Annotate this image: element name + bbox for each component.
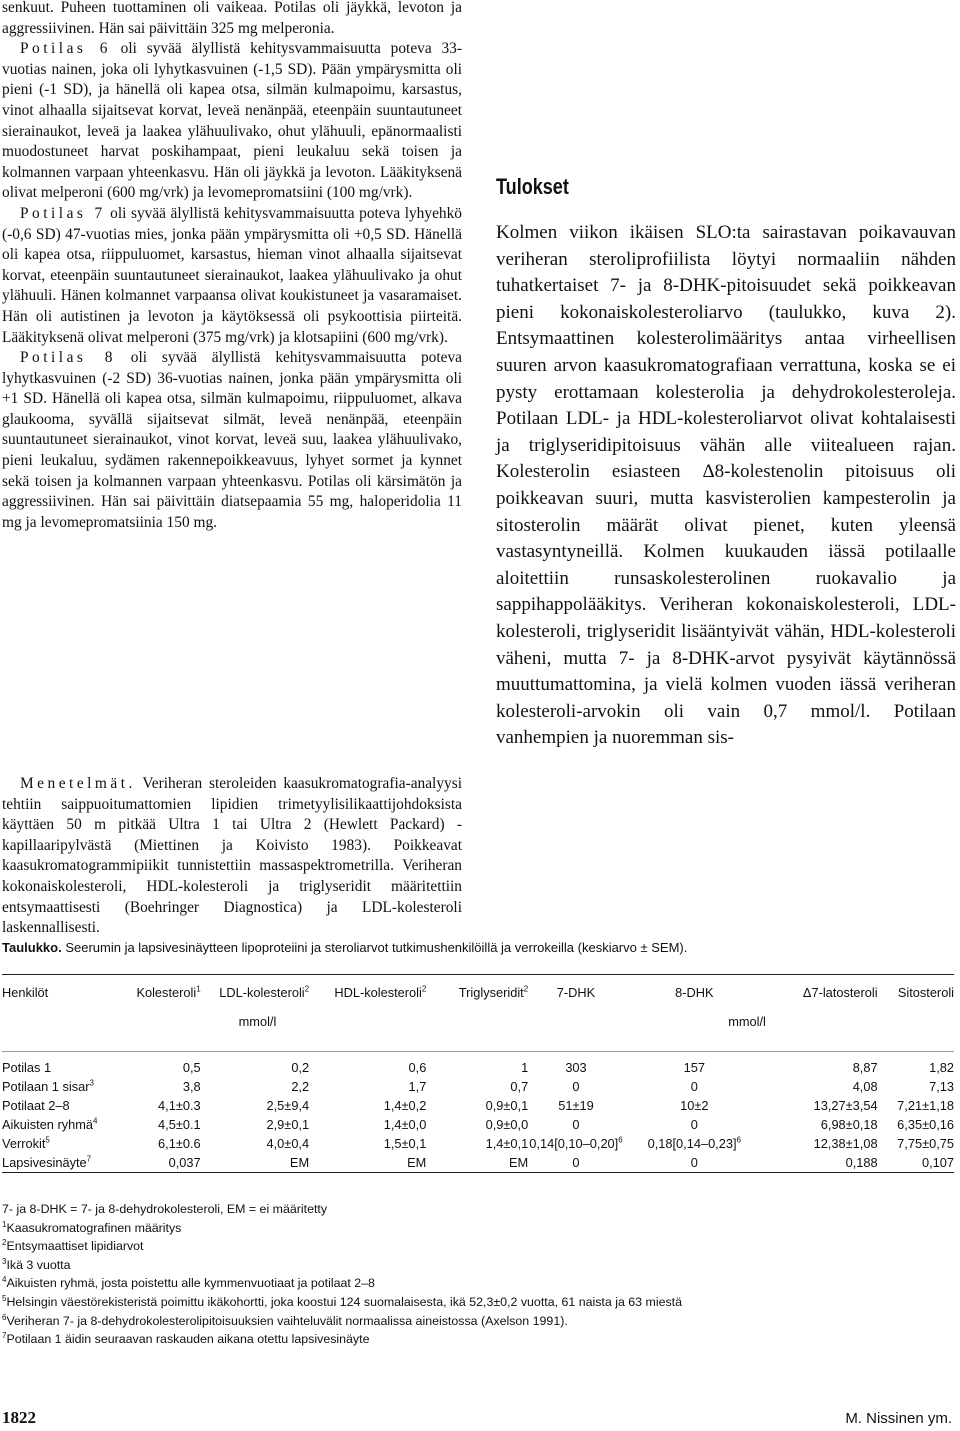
table-cell	[624, 1096, 765, 1115]
row-footnote-ref: 3	[89, 1078, 94, 1088]
row-footnote-ref: 5	[45, 1135, 50, 1145]
column-header-label: Henkilöt	[2, 985, 49, 1000]
table-cell	[426, 1134, 528, 1153]
left-column	[2, 0, 462, 533]
table-cell	[765, 1115, 878, 1134]
cell-value: 0	[690, 1117, 698, 1132]
table-cell	[309, 1134, 426, 1153]
table-cell	[426, 1115, 528, 1134]
table-cell	[624, 1052, 765, 1078]
sterol-table	[2, 974, 954, 1173]
table-cell	[765, 1134, 878, 1153]
cell-value: 1	[521, 1060, 529, 1075]
paragraph-intro: senkuut. Puheen tuottaminen oli vaikeaa. Potilas oli jäykkä, levoton ja aggressiivinen. Hän sai päivittäin 325 mg melperonia.	[2, 0, 462, 37]
table-cell	[201, 1077, 309, 1096]
table-cell	[528, 1153, 624, 1173]
footnote	[2, 1200, 952, 1219]
column-header	[201, 975, 309, 1007]
cell-value: 0	[572, 1117, 580, 1132]
footnote-number: 7	[2, 1331, 7, 1341]
cell-value: 6,98±0,18	[820, 1117, 878, 1132]
cell-value: 1,5±0,1	[383, 1136, 427, 1151]
table-cell	[878, 1077, 954, 1096]
footnote-text: Veriheran 7- ja 8-dehydrokolesterolipitoisuuksien vaihteluvälit normaalissa aineistossa (Axelson 1991).	[6, 1313, 568, 1328]
paragraph-patient-8	[2, 348, 462, 533]
table-cell	[309, 1115, 426, 1134]
table-cell	[309, 1052, 426, 1078]
row-label	[2, 1134, 116, 1153]
cell-value: EM	[509, 1155, 529, 1170]
cell-value: 0,188	[845, 1155, 878, 1170]
cell-value: 7,21±1,18	[897, 1098, 954, 1113]
footnote	[2, 1219, 952, 1238]
cell-value: 1,7	[408, 1079, 427, 1094]
table-cell	[878, 1096, 954, 1115]
footnote	[2, 1274, 952, 1293]
cell-value: 0,7	[510, 1079, 529, 1094]
lead-patient-8: Potilas 8	[20, 349, 116, 367]
table-cell	[878, 1115, 954, 1134]
footnote	[2, 1330, 952, 1349]
table-cell	[201, 1096, 309, 1115]
table-cell	[116, 1077, 200, 1096]
unit-label-sterols: mmol/l	[528, 1006, 954, 1052]
table-cell	[309, 1153, 426, 1173]
footnote-number: 1	[2, 1219, 7, 1229]
column-header	[116, 975, 200, 1007]
table-row	[2, 1115, 954, 1134]
paragraph-results: Kolmen viikon ikäisen SLO:ta sairastavan poikavauvan veriheran steroliprofiilista löytyi normaaliin nähden tuhatkertaiset 7- ja 8-DHK-pitoisuudet sekä poikkeavan pieni kokonaiskolesteroliarvo (taulukko, kuva 2). Entsymaattinen kolesterolimääritys antaa virheellisen suuren arvon kaasukromatografiaan verrattuna, koska se ei pysty erottamaan kolesterolia ja dehydrokolesteroleja. Potilaan LDL- ja HDL-kolesteroliarvot olivat kohtalaisesti ja triglyseridipitoisuus vähän alle viitealueen rajan. Kolesterolin esiasteen Δ8-kolestenolin pitoisuus oli poikkeavan suuri, mutta kasvisterolien kampesterolin ja sitosterolin määrät olivat pienet, kuten yleensä vastasyntyneillä. Kolmen kuukauden iässä potilaalle aloitettiin runsaskolesterolinen ruokavalio ja sappihappolääkitys. Veriheran kokonaiskolesteroli, LDL-kolesteroli, triglyseridit lisääntyivät vähän, HDL-kolesteroli väheni, mutta 7- ja 8-DHK-arvot pysyivät käytännössä muuttumattomina, ja vielä kolmen vuoden iässä veriheran kolesteroli-arvokin oli vain 0,7 mmol/l. Potilaan vanhempien ja nuoremman sis-	[496, 222, 956, 749]
table-cell	[528, 1077, 624, 1096]
header-footnote-ref: 2	[304, 984, 310, 994]
table-row	[2, 1096, 954, 1115]
cell-value: 2,9±0,1	[266, 1117, 310, 1132]
column-header	[426, 975, 528, 1007]
cell-value: 0	[572, 1079, 580, 1094]
column-header-label: Δ7-latosteroli	[802, 985, 878, 1000]
table-cell	[624, 1115, 765, 1134]
column-header-label: 7-DHK	[556, 985, 596, 1000]
cell-value: 0,037	[168, 1155, 201, 1170]
table-cell	[426, 1153, 528, 1173]
table-caption	[2, 940, 952, 955]
table-cell	[528, 1052, 624, 1078]
cell-value: 1,4±0,2	[383, 1098, 427, 1113]
column-header	[528, 975, 624, 1007]
paragraph-patient-6	[2, 39, 462, 204]
cell-value: 4,1±0.3	[158, 1098, 201, 1113]
table-cell	[116, 1134, 200, 1153]
column-header-label: HDL-kolesteroli	[334, 985, 422, 1000]
cell-value: EM	[407, 1155, 427, 1170]
lead-methods: Menetelmät.	[20, 775, 136, 792]
cell-value: 0,6	[408, 1060, 427, 1075]
cell-value: 7,13	[929, 1079, 954, 1094]
footnote-number: 5	[2, 1293, 7, 1303]
cell-value: 51±19	[558, 1098, 594, 1113]
table-cell	[878, 1134, 954, 1153]
cell-footnote-ref: 6	[736, 1135, 741, 1145]
cell-value: 1,4±0,0	[383, 1117, 427, 1132]
page-number: 1822	[2, 1408, 36, 1427]
footnote	[2, 1312, 952, 1331]
paragraph-patient-7	[2, 204, 462, 348]
footnote-number: 4	[2, 1275, 7, 1285]
row-label-text: Potilas 1	[2, 1060, 52, 1075]
column-header	[765, 975, 878, 1007]
cell-value: 2,5±9,4	[266, 1098, 310, 1113]
methods-continuation-space	[496, 0, 956, 112]
column-header-label: Kolesteroli	[136, 985, 197, 1000]
text-patient-8: oli syvää älyllistä kehitysvammaisuutta poteva lyhytkasvuinen (-2 SD) 36-vuotias nainen, jonka pään ympärysmitta oli +1 SD. Hänellä oli kapea otsa, silmän kulmapoimu, riippuluomet, alkava glaukooma, syvällä sijaitsevat silmät, leveä nenänpää, eteenpäin suuntautuneet sierainaukot, vinot korvat, leveä suu, laakea ylähuulivako, pieni leukaluu, sydämen rakennepoikkeavuus, lyhyet sormet ja kynnet sekä toisen ja kolmannen varpaan yhteenkasvu. Potilas oli kärsimätön ja aggressiivinen. Hän sai päivittäin diatsepaamia 55 mg, haloperidolia 11 mg ja levomepromatsiinia 150 mg.	[2, 349, 463, 531]
table-cell	[624, 1134, 765, 1153]
cell-value: 3,8	[182, 1079, 201, 1094]
cell-value: 4,08	[852, 1079, 878, 1094]
table-cell	[528, 1134, 624, 1153]
unit-label-lipids: mmol/l	[201, 1006, 529, 1052]
cell-value: 1,4±0,1	[485, 1136, 529, 1151]
footnote-number: 3	[2, 1256, 7, 1266]
header-footnote-ref: 1	[196, 984, 201, 994]
text-patient-7: oli syvää älyllistä kehitysvammaisuutta poteva lyhyehkö (-0,6 SD) 47-vuotias mies, jonka pään ympärysmitta oli +0,5 SD. Hänellä oli kapea otsa, riippuluomet, karsastus, hieman vinot alhaalla sijaitsevat korvat, eteenpäin suuntautuneet sierainaukot, laakea ylähuulivako ja ohut ylähuuli. Hänen kolmannet varpaansa olivat koukistuneet ja vasaramaiset. Hän oli autistinen ja levoton ja käytöksessä oli psykoottisia piirteitä. Lääkityksenä olivat melperoni (375 mg/vrk) ja klotsapiini (600 mg/vrk).	[2, 204, 462, 346]
table-cell	[878, 1052, 954, 1078]
cell-value: 4,5±0.1	[158, 1117, 201, 1132]
footnote	[2, 1293, 952, 1312]
header-footnote-ref: 2	[421, 984, 427, 994]
table-cell	[878, 1153, 954, 1173]
caption-label: Taulukko.	[2, 940, 62, 955]
cell-value: 0	[690, 1155, 698, 1170]
footnote-text: Potilaan 1 äidin seuraavan raskauden aikana otettu lapsivesinäyte	[6, 1332, 370, 1347]
cell-value: 0,107	[921, 1155, 954, 1170]
cell-value: EM	[289, 1155, 310, 1170]
column-header	[878, 975, 954, 1007]
cell-value: 0,2	[291, 1060, 310, 1075]
row-label	[2, 1153, 116, 1173]
right-column-results	[496, 0, 956, 752]
footnote-text: Kaasukromatografinen määritys	[6, 1220, 182, 1235]
table-cell	[624, 1077, 765, 1096]
table-cell	[765, 1077, 878, 1096]
text-patient-6: oli syvää älyllistä kehitysvammaisuutta poteva 33-vuotias nainen, joka oli lyhytkasvuinen (-1,5 SD). Pään ympärysmitta oli pieni (-1 SD), ja hänellä oli kapea otsa, silmän kulmapoimu, karsastus, vinot alhaalla sijaitsevat korvat, leveä nenänpää, eteenpäin suuntautuneet sierainaukot, leveä ja laakea ylähuulivako, ohut ylähuuli, epänormaalisti muodostuneet harvat poskihampaat, pieni leukaluu sekä toisen ja kolmannen varpaan yhteenkasvu. Hän oli jäykkä ja levoton. Lääkityksenä olivat melperoni (600 mg/vrk) ja levomepromatsiini (100 mg/vrk).	[2, 40, 462, 202]
table-cell	[116, 1153, 200, 1173]
footnote-text: Ikä 3 vuotta	[6, 1257, 71, 1272]
cell-value: 0,14[0,10–0,20]	[529, 1136, 619, 1151]
column-header	[309, 975, 426, 1007]
data-table	[2, 974, 954, 1173]
footnote-number: 2	[2, 1238, 7, 1248]
row-label	[2, 1052, 116, 1078]
lead-patient-6: Potilas 6	[20, 40, 111, 58]
footnote-text: Entsymaattiset lipidiarvot	[6, 1239, 144, 1254]
table-cell	[426, 1052, 528, 1078]
footnote-text: Helsingin väestörekisteristä poimittu ikäkohortti, joka koostui 124 suomalaisesta, ikä 52,3±0,2 vuotta, 61 naista ja 63 miestä	[6, 1294, 683, 1309]
column-header-label: 8-DHK	[675, 985, 714, 1000]
column-header-label: LDL-kolesteroli	[219, 985, 305, 1000]
cell-value: 0,5	[182, 1060, 201, 1075]
cell-value: 13,27±3,54	[813, 1098, 878, 1113]
row-label-text: Potilaan 1 sisar	[2, 1079, 90, 1094]
table-cell	[201, 1052, 309, 1078]
table-cell	[116, 1096, 200, 1115]
cell-value: 1,82	[929, 1060, 954, 1075]
units-row	[2, 1006, 954, 1052]
cell-value: 10±2	[680, 1098, 709, 1113]
table-cell	[765, 1153, 878, 1173]
table-cell	[201, 1115, 309, 1134]
footnote	[2, 1237, 952, 1256]
cell-value: 12,38±1,08	[813, 1136, 878, 1151]
header-footnote-ref: 2	[523, 984, 529, 994]
table-row	[2, 1134, 954, 1153]
cell-value: 8,87	[852, 1060, 878, 1075]
table-cell	[201, 1134, 309, 1153]
table-row	[2, 1052, 954, 1078]
row-label	[2, 1115, 116, 1134]
table-cell	[528, 1115, 624, 1134]
text-methods: Veriheran steroleiden kaasukromatografia-analyysi tehtiin saippuoitumattomien lipidien trimetyylisilikaattijohdoksista käyttäen 50 m pitkää Ultra 1 tai Ultra 2 (Hewlett Packard) -kapillaaripylvästä (Miettinen ja Koivisto 1983). Poikkeavat kaasukromatogrammipiikit tunnistettiin massaspektrometrilla. Veriheran kokonaiskolesteroli, HDL-kolesteroli ja triglyseridit määritettiin entsymaattisesti (Boehringer Diagnostica) ja LDL-kolesteroli laskennallisesti.	[2, 775, 462, 937]
table-cell	[116, 1052, 200, 1078]
cell-value: 4,0±0,4	[266, 1136, 310, 1151]
results-heading: Tulokset	[496, 174, 569, 199]
row-label	[2, 1096, 116, 1115]
row-footnote-ref: 7	[86, 1154, 92, 1164]
author-name: M. Nissinen ym.	[845, 1410, 952, 1427]
table-cell	[528, 1096, 624, 1115]
cell-value: 0,18[0,14–0,23]	[647, 1136, 737, 1151]
row-label	[2, 1077, 116, 1096]
cell-value: 0,9±0,0	[485, 1117, 529, 1132]
table-footnotes	[2, 1200, 952, 1349]
table-cell	[426, 1077, 528, 1096]
table-cell	[624, 1153, 765, 1173]
table-cell	[426, 1096, 528, 1115]
table-row	[2, 1077, 954, 1096]
table-cell	[765, 1052, 878, 1078]
table-cell	[309, 1096, 426, 1115]
table-row	[2, 1153, 954, 1173]
footnote	[2, 1256, 952, 1275]
cell-value: 303	[565, 1060, 587, 1075]
footnote-text: 7- ja 8-DHK = 7- ja 8-dehydrokolesteroli, EM = ei määritetty	[2, 1202, 328, 1216]
lead-patient-7: Potilas 7	[20, 204, 106, 222]
cell-value: 157	[683, 1060, 705, 1075]
column-header	[2, 975, 116, 1007]
row-label-text: Aikuisten ryhmä	[2, 1117, 94, 1132]
table-cell	[309, 1077, 426, 1096]
column-header-label: Triglyseridit	[458, 985, 524, 1000]
row-label-text: Verrokit	[2, 1136, 46, 1151]
cell-value: 0	[690, 1079, 698, 1094]
cell-footnote-ref: 6	[618, 1135, 623, 1145]
row-label-text: Potilaat 2–8	[2, 1098, 70, 1113]
row-label-text: Lapsivesinäyte	[2, 1155, 87, 1170]
table-cell	[765, 1096, 878, 1115]
column-header-label: Sitosteroli	[897, 985, 954, 1000]
cell-value: 6,35±0,16	[897, 1117, 954, 1132]
footnote-number: 6	[2, 1312, 7, 1322]
column-header	[624, 975, 765, 1007]
cell-value: 0	[572, 1155, 580, 1170]
cell-value: 7,75±0,75	[897, 1136, 954, 1151]
row-footnote-ref: 4	[93, 1116, 98, 1126]
table-cell	[201, 1153, 309, 1173]
cell-value: 6,1±0.6	[158, 1136, 201, 1151]
cell-value: 0,9±0,1	[485, 1098, 529, 1113]
table-header-row	[2, 975, 954, 1007]
caption-text: Seerumin ja lapsivesinäytteen lipoproteiini ja steroliarvot tutkimushenkilöillä ja verrokeilla (keskiarvo ± SEM).	[61, 940, 688, 955]
cell-value: 2,2	[291, 1079, 310, 1094]
paragraph-methods	[2, 774, 462, 939]
table-cell	[116, 1115, 200, 1134]
footnote-text: Aikuisten ryhmä, josta poistettu alle kymmenvuotiaat ja potilaat 2–8	[6, 1276, 375, 1291]
